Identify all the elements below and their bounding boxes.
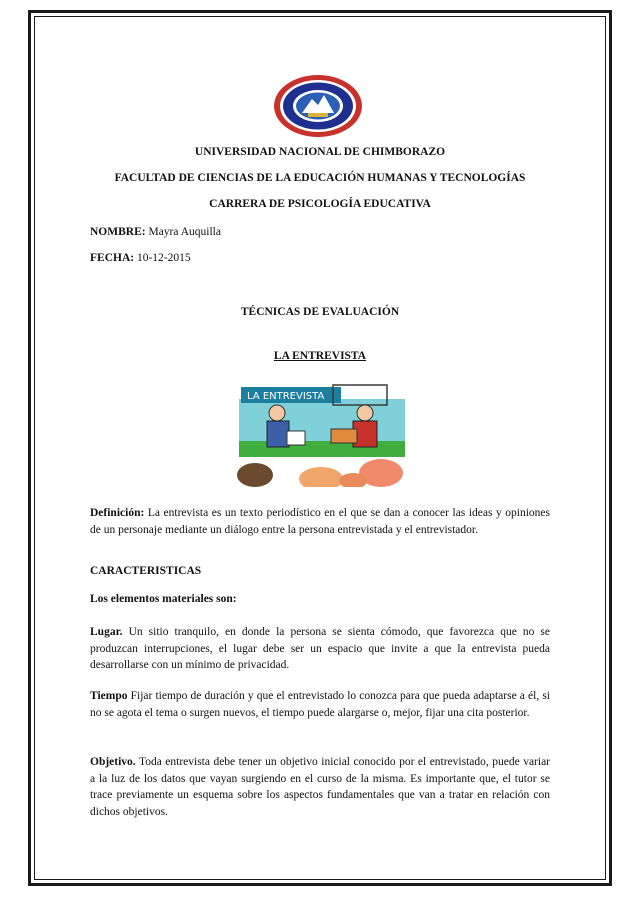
illustration-banner-text: LA ENTREVISTA	[247, 391, 325, 402]
item-label-objective: Objetivo.	[90, 756, 136, 768]
item-paragraph-objective	[90, 754, 550, 820]
characteristics-heading: CARACTERISTICAS	[90, 565, 202, 577]
faculty-name: FACULTAD DE CIENCIAS DE LA EDUCACIÓN HUMANAS Y TECNOLOGÍAS	[114, 172, 526, 184]
item-paragraph-time	[90, 688, 550, 721]
student-name-line	[90, 226, 550, 238]
name-value: Mayra Auquilla	[148, 226, 221, 238]
document-subtitle: LA ENTREVISTA	[273, 350, 367, 362]
career-name: CARRERA DE PSICOLOGÍA EDUCATIVA	[209, 198, 431, 210]
item-label-place: Lugar.	[90, 626, 123, 638]
definition-text: La entrevista es un texto periodístico en el que se dan a conocer las ideas y opiniones de un personaje mediante un diálogo entre la persona entrevistada y el entrevistador.	[90, 507, 551, 536]
item-label-time: Tiempo	[90, 690, 128, 702]
date-label: FECHA:	[90, 252, 135, 264]
item-paragraph-place	[90, 624, 550, 674]
definition-paragraph	[90, 505, 550, 538]
date-value: 10-12-2015	[136, 252, 191, 264]
document-title: TÉCNICAS DE EVALUACIÓN	[240, 306, 400, 318]
materials-heading: Los elementos materiales son:	[90, 593, 237, 605]
item-text-time: Fijar tiempo de duración y que el entrevistado lo conozca para que pueda adaptarse a él, si no se agota el tema o surgen nuevos, el tiempo puede alargarse o, mejor, fijar una cita posterior.	[90, 690, 550, 719]
date-line	[90, 252, 550, 264]
university-name: UNIVERSIDAD NACIONAL DE CHIMBORAZO	[194, 146, 446, 158]
definition-label: Definición:	[90, 507, 145, 519]
interview-illustration	[233, 383, 411, 487]
university-seal-logo	[272, 73, 364, 139]
item-text-place: Un sitio tranquilo, en donde la persona se sienta cómodo, que favorezca que no se produzcan interrupciones, el lugar debe ser un espacio que invite a que la entrevista pueda desarrollarse con un mínimo de privacidad.	[90, 626, 551, 671]
item-text-objective: Toda entrevista debe tener un objetivo inicial conocido por el entrevistado, puede variar a la luz de los datos que vayan surgiendo en el curso de la misma. Es importante que, el tutor se trace previamente un esquema sobre los aspectos fundamentales que van a tratar en relación con dichos objetivos.	[90, 756, 551, 818]
name-label: NOMBRE:	[90, 226, 146, 238]
